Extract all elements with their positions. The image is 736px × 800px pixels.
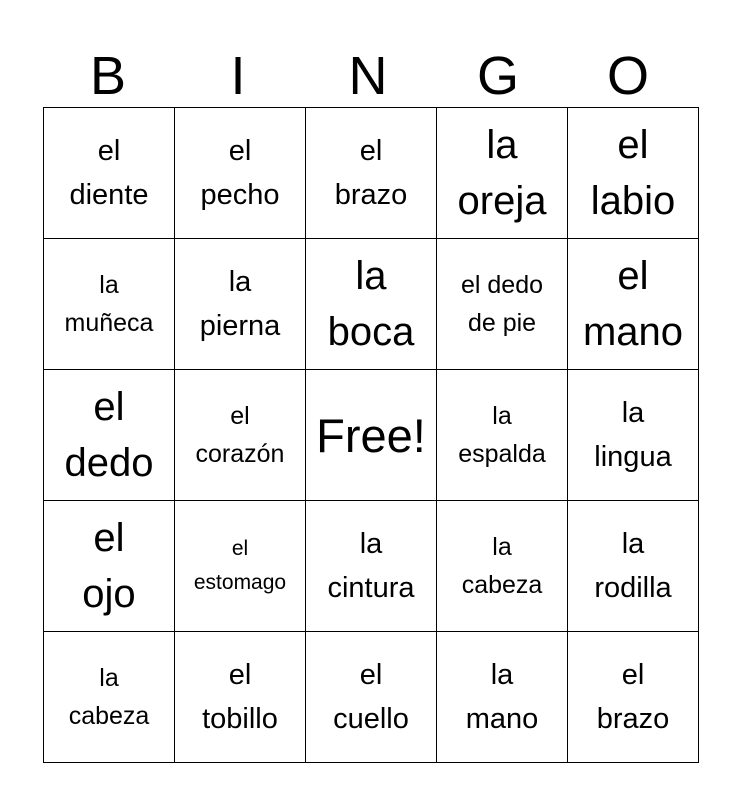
- cell-label: el cuello: [333, 659, 409, 735]
- bingo-cell[interactable]: [175, 370, 306, 501]
- cell-label: el brazo: [596, 659, 670, 735]
- bingo-cell[interactable]: [175, 632, 306, 763]
- cell-label: el dedo de pie: [460, 271, 544, 337]
- bingo-cell[interactable]: [568, 370, 699, 501]
- cell-label: la espalda: [458, 402, 546, 468]
- bingo-cell[interactable]: [44, 501, 175, 632]
- cell-label: la rodilla: [594, 528, 672, 604]
- board-row: [44, 501, 699, 632]
- bingo-cell[interactable]: [568, 239, 699, 370]
- board-row: [44, 239, 699, 370]
- bingo-cell[interactable]: [437, 108, 568, 239]
- cell-label: la pierna: [199, 266, 281, 342]
- bingo-cell[interactable]: [437, 501, 568, 632]
- cell-label: el tobillo: [202, 659, 278, 735]
- cell-label: el mano: [582, 254, 684, 354]
- board-row: [44, 370, 699, 501]
- bingo-cell[interactable]: [306, 501, 437, 632]
- bingo-cell[interactable]: [568, 501, 699, 632]
- cell-label: la muñeca: [64, 271, 154, 337]
- free-space-label: Free!: [316, 408, 426, 462]
- cell-label: la cabeza: [68, 664, 150, 730]
- bingo-board: [43, 107, 699, 763]
- cell-label: el brazo: [334, 135, 408, 211]
- bingo-cell[interactable]: [306, 239, 437, 370]
- bingo-cell[interactable]: [306, 632, 437, 763]
- bingo-cell[interactable]: [44, 370, 175, 501]
- board-row: [44, 108, 699, 239]
- header-letter-g: G: [476, 46, 519, 106]
- cell-label: la lingua: [594, 397, 672, 473]
- bingo-cell[interactable]: [44, 239, 175, 370]
- cell-label: el estomago: [193, 537, 287, 594]
- free-space-cell[interactable]: [306, 370, 437, 501]
- bingo-cell[interactable]: [437, 239, 568, 370]
- cell-label: la cintura: [327, 528, 415, 604]
- bingo-cell[interactable]: [568, 108, 699, 239]
- cell-label: el corazón: [195, 402, 285, 468]
- cell-label: la boca: [327, 254, 415, 354]
- header-letter-b: B: [89, 46, 127, 106]
- bingo-cell[interactable]: [44, 108, 175, 239]
- bingo-cell[interactable]: [175, 239, 306, 370]
- bingo-header: [43, 44, 693, 108]
- bingo-cell[interactable]: [175, 501, 306, 632]
- header-letter-n: N: [348, 46, 388, 106]
- bingo-cell[interactable]: [568, 632, 699, 763]
- cell-label: el labio: [590, 123, 676, 223]
- cell-label: la oreja: [457, 123, 547, 223]
- bingo-cell[interactable]: [437, 370, 568, 501]
- bingo-cell[interactable]: [175, 108, 306, 239]
- cell-label: el dedo: [64, 385, 154, 485]
- cell-label: la cabeza: [461, 533, 543, 599]
- cell-label: la mano: [465, 659, 539, 735]
- cell-label: el pecho: [200, 135, 280, 211]
- cell-label: el diente: [69, 135, 149, 211]
- header-letter-i: I: [230, 46, 246, 106]
- bingo-cell[interactable]: [44, 632, 175, 763]
- bingo-cell[interactable]: [437, 632, 568, 763]
- board-row: [44, 632, 699, 763]
- bingo-cell[interactable]: [306, 108, 437, 239]
- cell-label: el ojo: [82, 516, 136, 616]
- header-letter-o: O: [606, 46, 649, 106]
